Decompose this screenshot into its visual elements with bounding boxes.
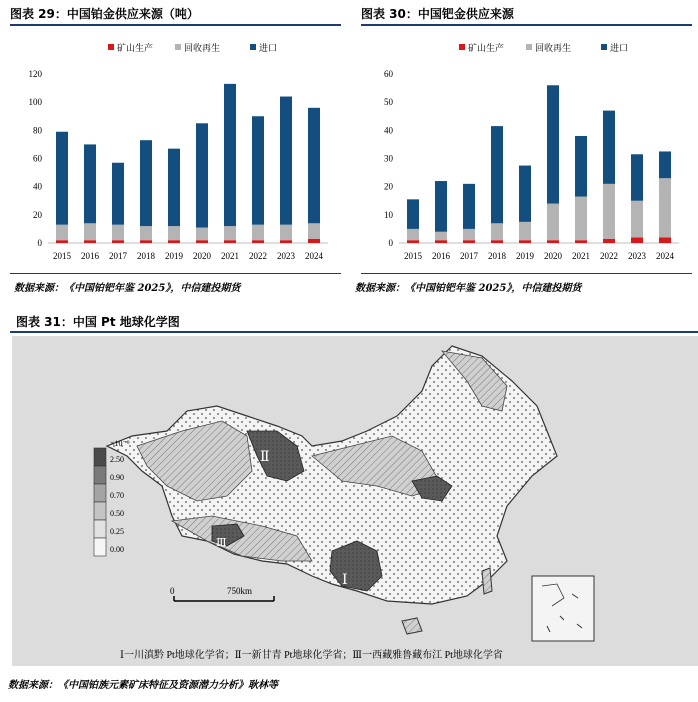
pd-ytick-label: 40 bbox=[384, 125, 393, 136]
pt-xtick-label: 2019 bbox=[165, 251, 183, 261]
region-label-I: Ⅰ bbox=[342, 573, 348, 588]
pd-bar-2018-s0 bbox=[491, 240, 503, 243]
pt-xtick-label: 2017 bbox=[109, 251, 127, 261]
pt-xtick-label: 2024 bbox=[305, 251, 323, 261]
fig30-source: 数据来源：《中国铂钯年鉴 2025》，中信建投期货 bbox=[355, 283, 582, 294]
pd-bar-2019-s2 bbox=[519, 166, 531, 222]
pd-legend-swatch-0 bbox=[459, 44, 465, 50]
pt-bar-2022-s2 bbox=[252, 116, 264, 224]
pt-bar-2015-s1 bbox=[56, 225, 68, 240]
pd-bar-2021-s1 bbox=[575, 197, 587, 241]
pd-bar-2020-s0 bbox=[547, 240, 559, 243]
platinum-supply-chart bbox=[10, 30, 341, 270]
pt-ytick-label: 120 bbox=[28, 69, 42, 79]
pt-xtick-label: 2021 bbox=[221, 251, 239, 261]
legend-swatch-3 bbox=[94, 502, 106, 520]
legend-swatch-0 bbox=[94, 448, 106, 466]
pd-xtick-label: 2015 bbox=[404, 251, 422, 261]
pt-legend-swatch-1 bbox=[175, 44, 181, 50]
pt-xtick-label: 2016 bbox=[81, 251, 99, 261]
pt-bar-2020-s2 bbox=[196, 123, 208, 227]
pt-bar-2024-s1 bbox=[308, 223, 320, 238]
pt-bar-2022-s0 bbox=[252, 240, 264, 243]
legend-value-4: 0.25 bbox=[110, 527, 124, 536]
fig30-title: 图表 30：中国钯金供应来源 bbox=[361, 7, 514, 21]
pt-ytick-label: 60 bbox=[33, 153, 42, 164]
pd-bar-2020-s2 bbox=[547, 85, 559, 203]
legend-swatch-5 bbox=[94, 538, 106, 556]
pd-bar-2023-s2 bbox=[631, 154, 643, 200]
fig31-top-rule bbox=[10, 331, 698, 333]
pd-bar-2018-s2 bbox=[491, 126, 503, 223]
pt-legend-swatch-2 bbox=[250, 44, 256, 50]
pd-bar-2015-s0 bbox=[407, 240, 419, 243]
pd-bar-2017-s2 bbox=[463, 184, 475, 229]
pt-xtick-label: 2023 bbox=[277, 251, 295, 261]
pd-ytick-label: 10 bbox=[384, 209, 393, 220]
pt-bar-2018-s0 bbox=[140, 240, 152, 243]
pt-legend-label-1: 回收再生 bbox=[184, 44, 221, 54]
pd-bar-2023-s1 bbox=[631, 201, 643, 238]
pt-bar-2019-s1 bbox=[168, 226, 180, 240]
fig29-source: 数据来源：《中国铂钯年鉴 2025》，中信建投期货 bbox=[14, 283, 241, 294]
pd-bar-2015-s2 bbox=[407, 199, 419, 229]
china-map-drawing bbox=[12, 336, 698, 666]
hainan bbox=[402, 618, 422, 634]
pt-bar-2020-s1 bbox=[196, 228, 208, 241]
pd-bar-2016-s0 bbox=[435, 240, 447, 243]
palladium-supply-chart bbox=[361, 30, 692, 270]
pt-bar-2018-s1 bbox=[140, 226, 152, 240]
pd-xtick-label: 2018 bbox=[488, 251, 506, 261]
pt-bar-2019-s2 bbox=[168, 149, 180, 226]
pd-ytick-label: 50 bbox=[384, 97, 393, 108]
pd-bar-2024-s0 bbox=[659, 237, 671, 243]
pd-legend-swatch-1 bbox=[526, 44, 532, 50]
pt-bar-2021-s2 bbox=[224, 84, 236, 226]
pd-bar-2022-s2 bbox=[603, 111, 615, 184]
pd-bar-2022-s1 bbox=[603, 184, 615, 239]
scale-label: 750km bbox=[227, 586, 253, 596]
pd-bar-2016-s2 bbox=[435, 181, 447, 232]
legend-value-0: 2.50 bbox=[110, 455, 124, 464]
pd-bar-2022-s0 bbox=[603, 239, 615, 243]
pt-ytick-label: 40 bbox=[33, 181, 42, 192]
pt-xtick-label: 2018 bbox=[137, 251, 155, 261]
pt-bar-2023-s0 bbox=[280, 240, 292, 243]
pd-bar-2017-s1 bbox=[463, 229, 475, 240]
fig30-bottom-rule bbox=[361, 273, 692, 274]
pt-xtick-label: 2015 bbox=[53, 251, 71, 261]
legend-value-2: 0.70 bbox=[110, 491, 124, 500]
pt-bar-2023-s2 bbox=[280, 97, 292, 225]
pt-bar-2017-s1 bbox=[112, 225, 124, 240]
pd-legend-label-2: 进口 bbox=[610, 44, 629, 54]
pt-bar-2017-s0 bbox=[112, 240, 124, 243]
south-china-sea-inset bbox=[532, 576, 594, 641]
pt-bar-2016-s1 bbox=[84, 223, 96, 240]
pd-xtick-label: 2017 bbox=[460, 251, 478, 261]
fig29-bottom-rule bbox=[10, 273, 341, 274]
pt-bar-2024-s0 bbox=[308, 239, 320, 243]
pd-ytick-label: 0 bbox=[388, 238, 393, 248]
pd-xtick-label: 2016 bbox=[432, 251, 450, 261]
pd-bar-2018-s1 bbox=[491, 223, 503, 240]
pd-legend-swatch-2 bbox=[601, 44, 607, 50]
pd-bar-2017-s0 bbox=[463, 240, 475, 243]
pt-bar-2018-s2 bbox=[140, 140, 152, 226]
pt-bar-2020-s0 bbox=[196, 240, 208, 243]
taiwan bbox=[482, 568, 492, 594]
legend-value-3: 0.50 bbox=[110, 509, 124, 518]
fig30-top-rule bbox=[361, 24, 692, 26]
pt-bar-2017-s2 bbox=[112, 163, 124, 225]
pd-bar-2021-s2 bbox=[575, 136, 587, 197]
region-label-III: Ⅲ bbox=[216, 537, 227, 549]
legend-swatch-1 bbox=[94, 466, 106, 484]
legend-value-5: 0.00 bbox=[110, 545, 124, 554]
legend-value-1: 0.90 bbox=[110, 473, 124, 482]
pt-legend-label-2: 进口 bbox=[259, 44, 278, 54]
pt-bar-2022-s1 bbox=[252, 225, 264, 240]
map-caption: Ⅰ一川滇黔 Pt地球化学省；Ⅱ一新甘青 Pt地球化学省；Ⅲ一西藏雅鲁藏布江 Pt地球化学省 bbox=[120, 650, 503, 661]
pd-bar-2019-s0 bbox=[519, 240, 531, 243]
scale-zero: 0 bbox=[170, 586, 175, 596]
legend-swatch-2 bbox=[94, 484, 106, 502]
pt-bar-2021-s0 bbox=[224, 240, 236, 243]
legend-unit: ×10⁻⁹ bbox=[110, 439, 130, 448]
pt-bar-2016-s2 bbox=[84, 144, 96, 223]
pd-bar-2019-s1 bbox=[519, 222, 531, 240]
pt-xtick-label: 2020 bbox=[193, 251, 211, 261]
pd-xtick-label: 2022 bbox=[600, 251, 618, 261]
pt-bar-2024-s2 bbox=[308, 108, 320, 223]
pd-xtick-label: 2023 bbox=[628, 251, 646, 261]
pd-bar-2024-s1 bbox=[659, 178, 671, 237]
pt-bar-2023-s1 bbox=[280, 225, 292, 240]
pd-legend-label-1: 回收再生 bbox=[535, 44, 572, 54]
pd-bar-2016-s1 bbox=[435, 232, 447, 240]
pt-ytick-label: 20 bbox=[33, 209, 42, 220]
pd-bar-2023-s0 bbox=[631, 237, 643, 243]
region-label-II: Ⅱ bbox=[260, 450, 270, 465]
pt-legend-swatch-0 bbox=[108, 44, 114, 50]
pd-bar-2020-s1 bbox=[547, 204, 559, 241]
fig29-top-rule bbox=[10, 24, 341, 26]
pt-geochemical-map bbox=[12, 336, 698, 666]
pd-ytick-label: 60 bbox=[384, 69, 393, 79]
pt-bar-2021-s1 bbox=[224, 226, 236, 240]
pd-legend-label-0: 矿山生产 bbox=[468, 44, 505, 54]
fig31-title: 图表 31：中国 Pt 地球化学图 bbox=[16, 315, 180, 329]
legend-swatch-4 bbox=[94, 520, 106, 538]
map-legend bbox=[94, 439, 130, 556]
pt-ytick-label: 0 bbox=[37, 238, 42, 248]
pt-bar-2015-s0 bbox=[56, 240, 68, 243]
pd-bar-2024-s2 bbox=[659, 151, 671, 178]
pt-bar-2019-s0 bbox=[168, 240, 180, 243]
pd-bar-2015-s1 bbox=[407, 229, 419, 240]
pd-ytick-label: 20 bbox=[384, 181, 393, 192]
pd-ytick-label: 30 bbox=[384, 153, 393, 164]
pd-xtick-label: 2019 bbox=[516, 251, 534, 261]
pd-xtick-label: 2020 bbox=[544, 251, 562, 261]
pt-bar-2016-s0 bbox=[84, 240, 96, 243]
fig31-source: 数据来源：《中国铂族元素矿床特征及资源潜力分析》耿林等 bbox=[8, 680, 278, 691]
pt-bar-2015-s2 bbox=[56, 132, 68, 225]
pd-xtick-label: 2021 bbox=[572, 251, 590, 261]
fig29-title: 图表 29：中国铂金供应来源（吨） bbox=[10, 7, 199, 21]
pt-xtick-label: 2022 bbox=[249, 251, 267, 261]
pt-ytick-label: 80 bbox=[33, 125, 42, 136]
pt-ytick-label: 100 bbox=[28, 97, 42, 108]
pd-xtick-label: 2024 bbox=[656, 251, 674, 261]
pt-legend-label-0: 矿山生产 bbox=[117, 44, 154, 54]
pd-bar-2021-s0 bbox=[575, 240, 587, 243]
